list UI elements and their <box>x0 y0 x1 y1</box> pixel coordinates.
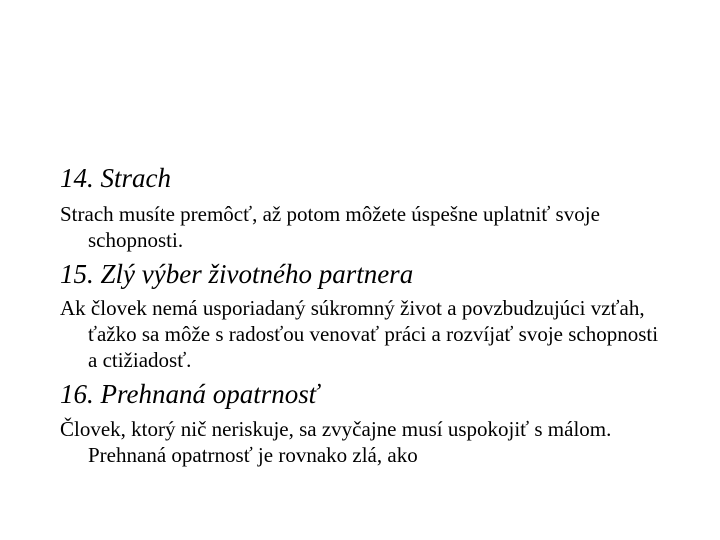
section-heading-strach: 14. Strach <box>60 163 171 193</box>
section-text-strach: Strach musíte premôcť, až potom môžete úspešne uplatniť svoje schopnosti. <box>60 202 600 252</box>
section-heading-zly-vyber-partnera: 15. Zlý výber životného partnera <box>60 259 414 289</box>
section-heading-prehnana-opatrnost: 16. Prehnaná opatrnosť <box>60 379 319 409</box>
section-text-zly-vyber-partnera: Ak človek nemá usporiadaný súkromný život a povzbudzujúci vzťah, ťažko sa môže s radosťou venovať práci a rozvíjať svoje schopnosti a ctižiadosť. <box>60 296 659 372</box>
section-text-prehnana-opatrnost: Človek, ktorý nič neriskuje, sa zvyčajne musí uspokojiť s málom. Prehnaná opatrnosť je rovnako zlá, ako <box>60 417 612 467</box>
